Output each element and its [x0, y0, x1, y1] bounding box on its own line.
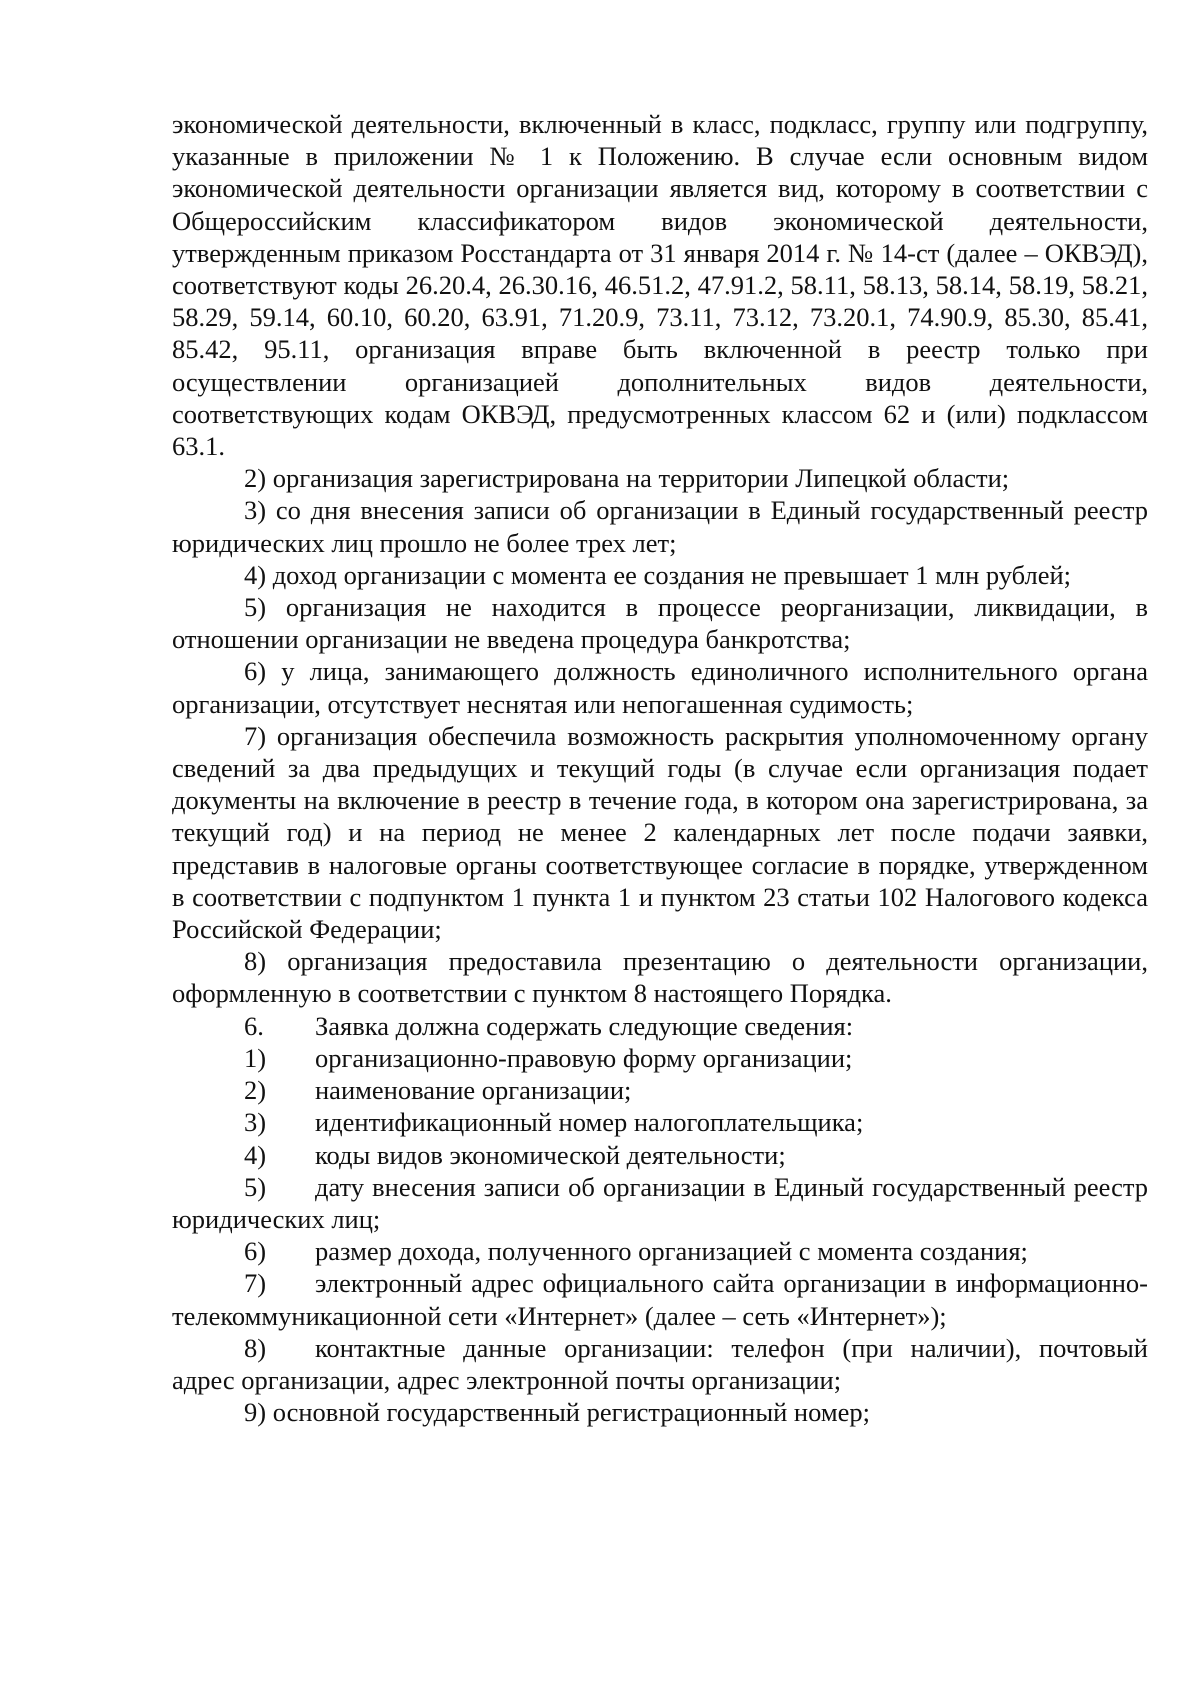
application-item-5	[172, 1171, 1148, 1235]
application-item-1	[172, 1042, 1148, 1074]
item-text: электронный адрес официального сайта организации в информационно-телекоммуникационной сети «Интернет» (далее – сеть «Интернет»);	[172, 1268, 1148, 1331]
requirement-item-7: 7) организация обеспечила возможность раскрытия уполномоченному органу сведений за два предыдущих и текущий годы (в случае если организация подает документы на включение в реестр в течение года, в котором она зарегистрирована, за текущий год) и на период не менее 2 календарных лет после подачи заявки, представив в налоговые органы соответствующее согласие в порядке, утвержденном в соответствии с подпунктом 1 пункта 1 и пунктом 23 статьи 102 Налогового кодекса Российской Федерации;	[172, 720, 1148, 945]
section-text: Заявка должна содержать следующие сведения:	[315, 1010, 854, 1041]
requirement-item-5: 5) организация не находится в процессе реорганизации, ликвидации, в отношении организации не введена процедура банкротства;	[172, 592, 1148, 655]
application-item-2	[172, 1074, 1148, 1106]
item-number: 7)	[244, 1268, 267, 1299]
application-item-9: 9) основной государственный регистрационный номер;	[244, 1397, 870, 1428]
item-number: 6)	[244, 1236, 267, 1267]
item-text: идентификационный номер налогоплательщика;	[315, 1107, 864, 1138]
application-item-6	[172, 1235, 1148, 1267]
document-page	[172, 108, 1148, 1428]
item-number: 5)	[244, 1171, 267, 1202]
application-item-4	[172, 1139, 1148, 1171]
item-number: 1)	[244, 1042, 267, 1073]
item-text: контактные данные организации: телефон (при наличии), почтовый адрес организации, адрес электронной почты организации;	[172, 1332, 1148, 1395]
section-number: 6.	[244, 1010, 264, 1041]
requirement-item-4: 4) доход организации с момента ее создания не превышает 1 млн рублей;	[244, 559, 1072, 590]
item-text: наименование организации;	[315, 1075, 632, 1106]
item-number: 2)	[244, 1075, 267, 1106]
requirement-item-2: 2) организация зарегистрирована на территории Липецкой области;	[244, 463, 1010, 494]
item-text: коды видов экономической деятельности;	[315, 1139, 786, 1170]
item-text: дату внесения записи об организации в Единый государственный реестр юридических лиц;	[172, 1171, 1148, 1234]
item-number: 4)	[244, 1139, 267, 1170]
requirement-item-6: 6) у лица, занимающего должность единоличного исполнительного органа организации, отсутствует неснятая или непогашенная судимость;	[172, 656, 1148, 719]
continuation-paragraph: экономической деятельности, включенный в класс, подкласс, группу или подгруппу, указанные в приложении № 1 к Положению. В случае если основным видом экономической деятельности организации является вид, которому в соответствии с Общероссийским классификатором видов экономической деятельности, утвержденным приказом Росстандарта от 31 января 2014 г. № 14-ст (далее – ОКВЭД), соответствуют коды 26.20.4, 26.30.16, 46.51.2, 47.91.2, 58.11, 58.13, 58.14, 58.19, 58.21, 58.29, 59.14, 60.10, 60.20, 63.91, 71.20.9, 73.11, 73.12, 73.20.1, 74.90.9, 85.30, 85.41, 85.42, 95.11, организация вправе быть включенной в реестр только при осуществлении организацией дополнительных видов деятельности, соответствующих кодам ОКВЭД, предусмотренных классом 62 и (или) подклассом 63.1.	[172, 109, 1148, 462]
item-number: 8)	[244, 1332, 267, 1363]
application-item-8	[172, 1332, 1148, 1396]
requirement-item-3: 3) со дня внесения записи об организации в Единый государственный реестр юридических лиц прошло не более трех лет;	[172, 495, 1148, 558]
section-6-heading	[172, 1010, 1148, 1042]
requirement-item-8: 8) организация предоставила презентацию о деятельности организации, оформленную в соответствии с пунктом 8 настоящего Порядка.	[172, 946, 1148, 1009]
item-text: организационно-правовую форму организации;	[315, 1042, 853, 1073]
application-item-7	[172, 1267, 1148, 1331]
item-number: 3)	[244, 1107, 267, 1138]
application-item-3	[172, 1106, 1148, 1138]
item-text: размер дохода, полученного организацией с момента создания;	[315, 1236, 1028, 1267]
